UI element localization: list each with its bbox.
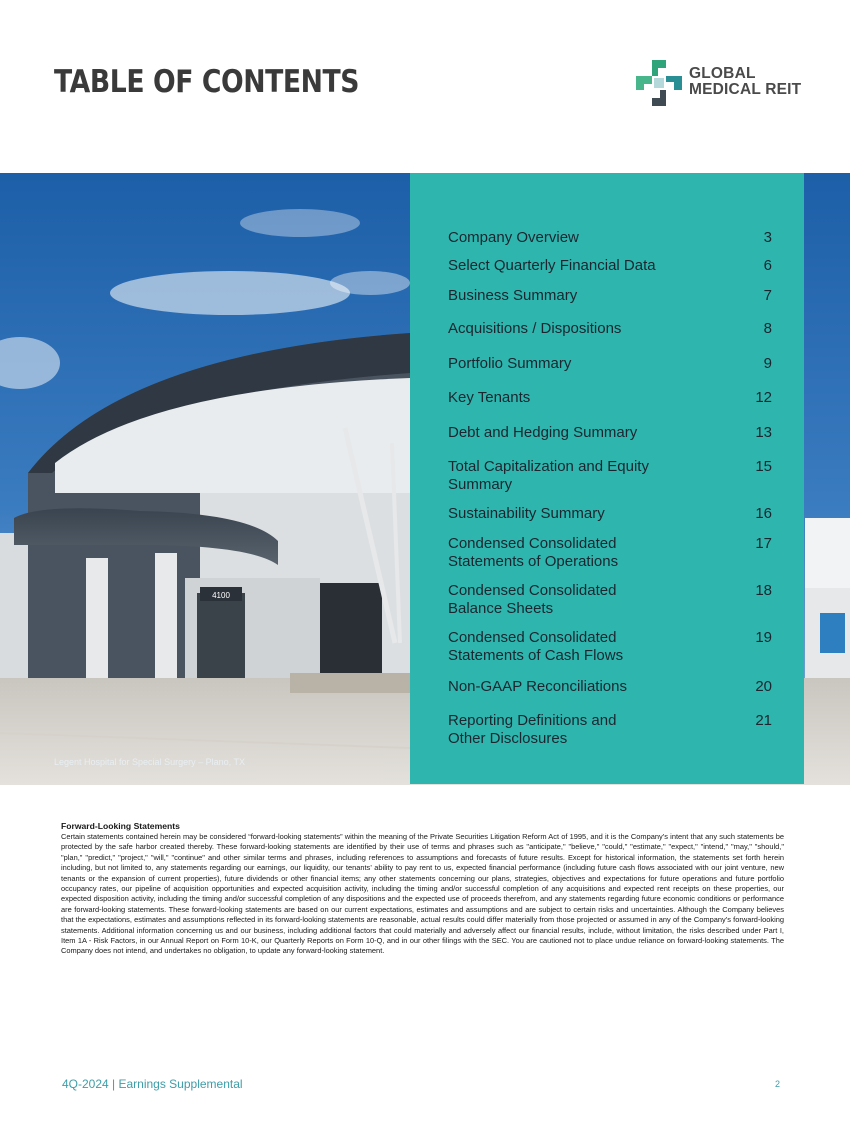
toc-item-label: Portfolio Summary bbox=[448, 355, 572, 372]
toc-item-label: Company Overview bbox=[448, 229, 579, 246]
toc-item-label: Business Summary bbox=[448, 287, 578, 304]
toc-item-label: Condensed Consolidated Statements of Cash Flows bbox=[448, 629, 624, 664]
toc-item-page: 15 bbox=[755, 458, 772, 475]
toc-item-label: Reporting Definitions and Other Disclosures bbox=[448, 712, 617, 747]
toc-item-page: 19 bbox=[755, 629, 772, 646]
toc-item-label: Non-GAAP Reconciliations bbox=[448, 678, 627, 695]
toc-item-page: 9 bbox=[763, 355, 772, 372]
photo-caption: Legent Hospital for Special Surgery – Plano, TX bbox=[54, 757, 245, 767]
toc-item-page: 12 bbox=[755, 389, 772, 406]
toc-item-page: 7 bbox=[763, 287, 772, 304]
forward-looking-body: Certain statements contained herein may be considered “forward-looking statements” within the meaning of the Private Securities Litigation Reform Act of 1995, and it is the Company’s intent that any such statements be protected by the safe harbor created thereby. These forward-looking statements are identified by their use of terms and phrases such as "anticipate," "believe," "could," "estimate," "expect," "intend," "may," "should," "plan," "predict," "project," "will," "continue" and other similar terms and phrases, including references to assumptions and forecasts of future results. Except for historical information, the statements set forth herein including, but not limited to, any statements regarding our earnings, our liquidity, our tenants’ ability to pay rent to us, expected financial performance (including future cash flows associated with our joint venture, new tenants or the expansion of current properties), future dividends or other financial items; any other statements concerning our plans, strategies, objectives and expectations for future operations and future portfolio occupancy rates, our pipeline of acquisition opportunities and expected acquisition activity, including the timing and/or successful completion of any acquisitions and expected rent receipts on these properties, our expected disposition activity, including the timing and/or successful completion of any dispositions and the expected use of proceeds therefrom, and any statements regarding future economic conditions or performance are forward-looking statements. These forward-looking statements are based on our current expectations, estimates and assumptions and are subject to certain risks and uncertainties. Although the Company believes that the expectations, estimates and assumptions reflected in its forward-looking statements are reasonable, actual results could differ materially from those projected or assumed in any of the Company’s forward-looking statements. Additional information concerning us and our business, including additional factors that could materially and adversely affect our financial results, include, without limitation, the risks described under Part I, Item 1A - Risk Factors, in our Annual Report on Form 10-K, our Quarterly Reports on Form 10-Q, and in our other filings with the SEC. You are cautioned not to place undue reliance on forward-looking statements. The Company does not intend, and undertakes no obligation, to update any forward-looking statement. bbox=[61, 832, 784, 956]
toc-item-page: 3 bbox=[763, 229, 772, 246]
forward-looking-statements bbox=[61, 821, 784, 957]
toc-item-label: Total Capitalization and Equity Summary bbox=[448, 458, 649, 493]
toc-item-page: 20 bbox=[755, 678, 772, 695]
logo-cross-icon bbox=[636, 60, 682, 106]
forward-looking-heading: Forward-Looking Statements bbox=[61, 821, 180, 831]
toc-item-page: 8 bbox=[763, 320, 772, 337]
toc-item-label: Condensed Consolidated Statements of Operations bbox=[448, 535, 619, 570]
logo-text-line2: MEDICAL REIT bbox=[689, 81, 802, 98]
table-of-contents-panel bbox=[410, 173, 804, 784]
toc-item-page: 6 bbox=[763, 257, 772, 274]
toc-item-label: Acquisitions / Dispositions bbox=[448, 320, 622, 337]
toc-item-page: 18 bbox=[755, 582, 772, 599]
toc-item-label: Select Quarterly Financial Data bbox=[448, 257, 656, 274]
building-number: 4100 bbox=[212, 591, 230, 600]
page-title: TABLE OF CONTENTS bbox=[54, 64, 360, 100]
toc-item-label: Sustainability Summary bbox=[448, 505, 605, 522]
toc-item-label: Debt and Hedging Summary bbox=[448, 424, 638, 441]
company-logo bbox=[636, 60, 802, 108]
toc-item-page: 13 bbox=[755, 424, 772, 441]
toc-item-page: 17 bbox=[755, 535, 772, 552]
toc-item-label: Condensed Consolidated Balance Sheets bbox=[448, 582, 617, 617]
toc-item-label: Key Tenants bbox=[448, 389, 531, 406]
toc-item-page: 16 bbox=[755, 505, 772, 522]
logo-text-line1: GLOBAL bbox=[689, 65, 756, 82]
footer-label: 4Q-2024 | Earnings Supplemental bbox=[62, 1077, 243, 1091]
toc-item-page: 21 bbox=[755, 712, 772, 729]
page-number: 2 bbox=[775, 1079, 781, 1089]
